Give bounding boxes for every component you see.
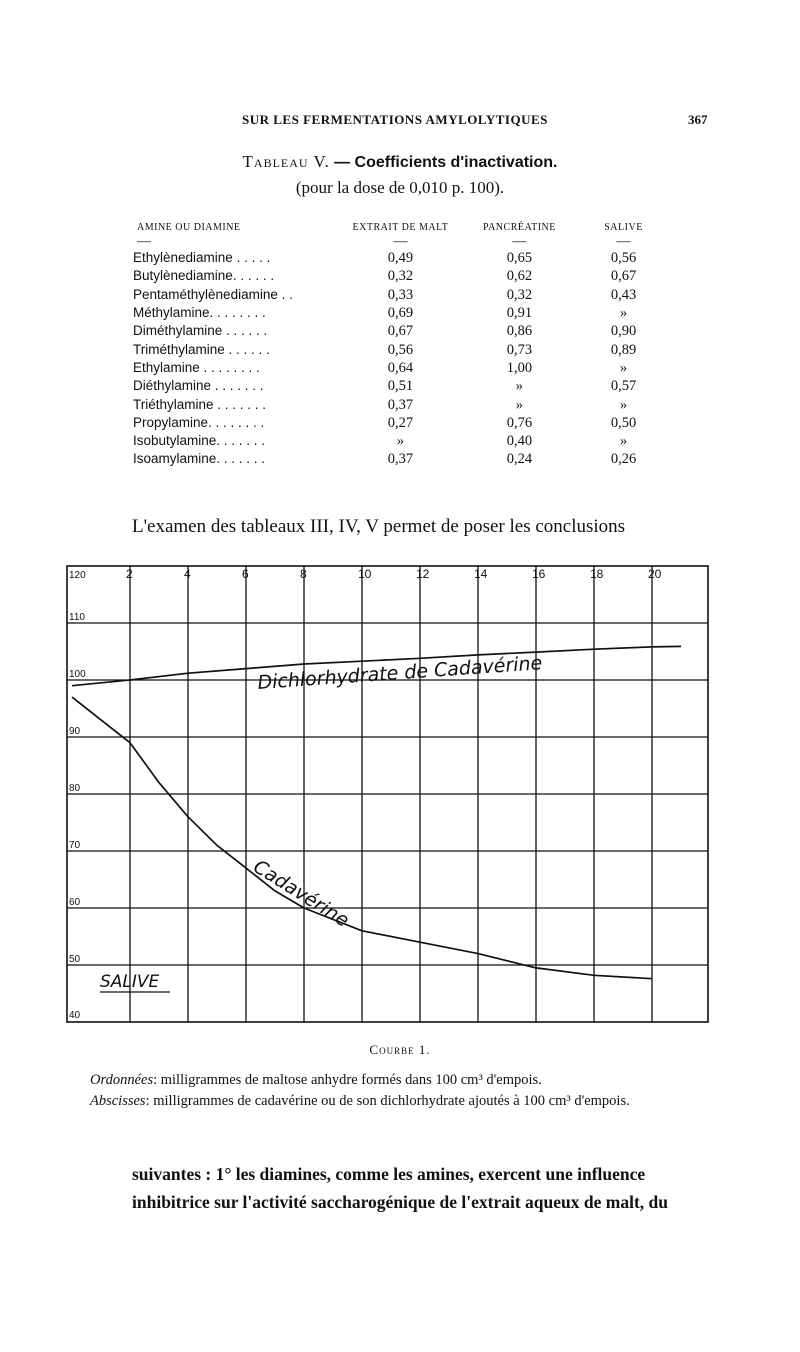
page-header	[0, 112, 800, 132]
y-tick-label: 50	[69, 954, 81, 965]
table-row	[133, 377, 673, 395]
cell-pancreatine: 0,73	[506, 341, 533, 358]
cell-pancreatine: 0,32	[506, 286, 533, 303]
cell-name: Propylamine. . . . . . . .	[133, 414, 265, 430]
paragraph-2	[132, 1160, 712, 1216]
y-tick-label: 120	[69, 570, 86, 581]
y-tick-label: 40	[69, 1010, 81, 1021]
cell-malt: 0,37	[387, 451, 414, 468]
x-tick-label: 14	[474, 567, 488, 581]
cell-malt: 0,56	[387, 341, 414, 358]
cell-salive: 0,67	[610, 268, 637, 285]
page-number: 367	[688, 112, 708, 127]
cell-pancreatine: 0,76	[506, 414, 533, 431]
column-header-salive: SALIVE	[604, 222, 643, 233]
cell-malt: 0,27	[387, 414, 414, 431]
x-tick-label: 16	[532, 567, 546, 581]
table-label: Tableau V.	[242, 152, 330, 171]
cell-name: Ethylamine . . . . . . . .	[133, 359, 260, 375]
ordinate-label: Ordonnées	[90, 1072, 154, 1088]
cell-name: Méthylamine. . . . . . . .	[133, 305, 266, 321]
column-header-amine: AMINE OU DIAMINE	[137, 222, 241, 233]
table-row	[133, 395, 673, 413]
figure-legend	[90, 1070, 730, 1112]
cell-salive: 0,90	[610, 323, 637, 340]
cell-salive: 0,57	[610, 378, 637, 395]
table-header-row	[133, 220, 673, 235]
cell-salive: 0,43	[610, 286, 637, 303]
cell-malt: 0,69	[387, 305, 414, 322]
dash: —	[137, 234, 151, 249]
y-tick-label: 60	[69, 897, 81, 908]
table-row	[133, 432, 673, 450]
paragraph-2-line-2: inhibitrice sur l'activité saccharogénique de l'extrait aqueux de malt, du	[132, 1192, 669, 1212]
table-row	[133, 359, 673, 377]
cell-salive: 0,89	[610, 341, 637, 358]
y-tick-label: 90	[69, 726, 81, 737]
column-header-malt: EXTRAIT DE MALT	[352, 222, 449, 233]
cell-name: Butylènediamine. . . . . .	[133, 268, 275, 284]
x-tick-label: 4	[184, 567, 191, 581]
cell-pancreatine: 1,00	[506, 359, 533, 376]
series-label: Cadavérine	[249, 855, 353, 932]
cell-salive: »	[619, 359, 628, 376]
table-dash-row	[133, 235, 673, 249]
cell-pancreatine: 0,24	[506, 451, 533, 468]
table-caption	[0, 152, 800, 172]
table-row	[133, 249, 673, 267]
table-row	[133, 322, 673, 340]
cell-name: Triméthylamine . . . . . .	[133, 341, 270, 357]
y-tick-label: 70	[69, 840, 81, 851]
cell-pancreatine: 0,86	[506, 323, 533, 340]
cell-name: Pentaméthylènediamine . .	[133, 286, 293, 302]
y-tick-label: 80	[69, 783, 81, 794]
cell-malt: 0,49	[387, 250, 414, 267]
ordinate-text: : milligrammes de maltose anhydre formés dans 100 cm³ d'empois.	[153, 1072, 542, 1088]
figure-title: Courbe 1.	[369, 1042, 431, 1057]
table-row	[133, 414, 673, 432]
x-tick-label: 18	[590, 567, 604, 581]
x-tick-label: 12	[416, 567, 430, 581]
column-header-pancreatine: PANCRÉATINE	[482, 222, 556, 233]
y-tick-label: 110	[69, 612, 85, 623]
table-row	[133, 267, 673, 285]
cell-name: Diméthylamine . . . . . .	[133, 323, 268, 339]
cell-pancreatine: »	[515, 378, 524, 395]
coefficients-table	[133, 220, 673, 469]
abscissa-note	[90, 1091, 730, 1112]
cell-salive: »	[619, 305, 628, 322]
ordinate-note	[90, 1070, 730, 1091]
dash: —	[512, 234, 527, 249]
cell-salive: »	[619, 396, 628, 413]
cell-malt: »	[396, 433, 405, 450]
y-tick-label: 100	[69, 669, 86, 680]
table-row	[133, 450, 673, 468]
table-subtitle: (pour la dose de 0,010 p. 100).	[295, 178, 505, 197]
x-tick-label: 6	[242, 567, 249, 581]
cell-pancreatine: »	[515, 396, 524, 413]
cell-name: Diéthylamine . . . . . . .	[133, 378, 264, 394]
cell-pancreatine: 0,65	[506, 250, 533, 267]
cell-salive: 0,26	[610, 451, 637, 468]
table-title: — Coefficients d'inactivation.	[334, 154, 558, 171]
cell-malt: 0,51	[387, 378, 414, 395]
table-row	[133, 340, 673, 358]
cell-pancreatine: 0,91	[506, 305, 533, 322]
cell-salive: 0,56	[610, 250, 637, 267]
paragraph-1: L'examen des tableaux III, IV, V permet de poser les conclusions	[132, 516, 626, 537]
cell-salive: »	[619, 433, 628, 450]
cell-name: Ethylènediamine . . . . .	[133, 250, 271, 266]
cell-pancreatine: 0,40	[506, 433, 533, 450]
dash: —	[393, 234, 408, 249]
x-tick-label: 8	[300, 567, 307, 581]
series-label: Dichlorhydrate de Cadavérine	[256, 652, 543, 694]
cell-pancreatine: 0,62	[506, 268, 533, 285]
cell-malt: 0,67	[387, 323, 414, 340]
cell-salive: 0,50	[610, 414, 637, 431]
cell-malt: 0,32	[387, 268, 414, 285]
table-row	[133, 286, 673, 304]
x-tick-label: 2	[126, 567, 133, 581]
table-row	[133, 304, 673, 322]
cell-malt: 0,33	[387, 286, 414, 303]
x-tick-label: 10	[358, 567, 372, 581]
cell-malt: 0,37	[387, 396, 414, 413]
dash: —	[616, 234, 631, 249]
abscissa-label: Abscisses	[90, 1093, 146, 1109]
cell-name: Isobutylamine. . . . . . .	[133, 433, 266, 449]
chart-annotation: SALIVE	[100, 972, 160, 992]
line-chart	[60, 562, 712, 1028]
cell-name: Isoamylamine. . . . . . .	[133, 451, 266, 467]
cell-name: Triéthylamine . . . . . . .	[133, 396, 267, 412]
paragraph-2-line-1: suivantes : 1° les diamines, comme les amines, exercent une influence	[132, 1164, 646, 1184]
abscissa-text: : milligrammes de cadavérine ou de son dichlorhydrate ajoutés à 100 cm³ d'empois.	[145, 1093, 630, 1109]
running-title: SUR LES FERMENTATIONS AMYLOLYTIQUES	[242, 112, 548, 127]
table-body	[133, 249, 673, 469]
cell-malt: 0,64	[387, 359, 414, 376]
x-tick-label: 20	[648, 567, 662, 581]
